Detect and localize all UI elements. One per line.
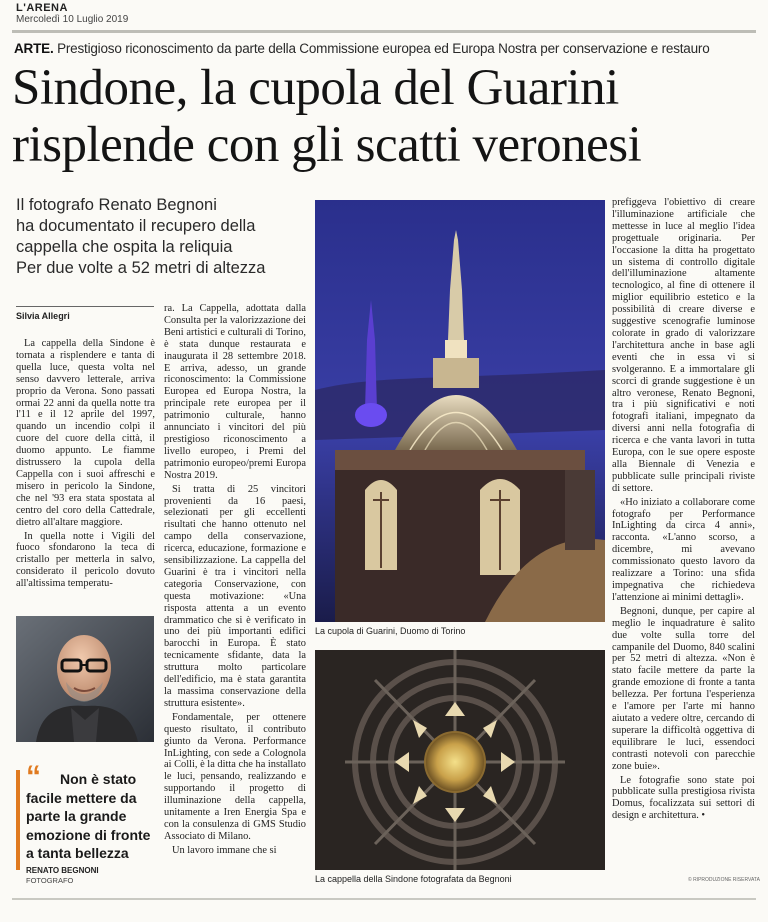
dome-image bbox=[315, 200, 605, 622]
subheadline-line: ha documentato il recupero della bbox=[16, 217, 256, 235]
subheadline-line: cappella che ospita la reliquia bbox=[16, 238, 233, 256]
headline-line-2: risplende con gli scatti veronesi bbox=[12, 117, 642, 173]
header-rule bbox=[12, 30, 756, 33]
paragraph: Le fotografie sono state poi pubblicate sulla prestigiosa rivista Domus, focalizzata sui settori di design e architettura. • bbox=[612, 774, 755, 822]
subheadline bbox=[16, 195, 306, 279]
kicker-text: Prestigioso riconoscimento da parte della Commissione europea ed Europa Nostra per conservazione e restauro bbox=[53, 41, 710, 56]
photo-caption-2: La cappella della Sindone fotografata da Begnoni bbox=[315, 874, 512, 884]
footer-rule bbox=[12, 898, 756, 900]
paragraph: «Ho iniziato a collaborare come fotografo per Performance InLighting da circa 4 anni», racconta. «L'anno scorso, a dicembre, mi avevano commissionato questo lavoro da realizzare a Torino: una sfida impegnativa che richiedeva l'attenzione ai minimi dettagli». bbox=[612, 496, 755, 603]
masthead-title: L'ARENA bbox=[16, 2, 68, 14]
headline bbox=[12, 60, 757, 174]
byline-rule bbox=[16, 306, 154, 307]
pullquote-author: RENATO BEGNONI bbox=[26, 866, 99, 875]
photo-cupola-interior bbox=[315, 650, 605, 870]
quote-mark-icon: “ bbox=[26, 760, 41, 793]
paragraph: In quella notte i Vigili del fuoco sfondarono la teca di cristallo per metterla in salvo, considerato il pericolo dovuto all'altissima temperatu- bbox=[16, 530, 155, 590]
paragraph: Fondamentale, per ottenere questo risultato, il contributo giunto da Verona. Performance InLighting, con sede a Colognola ai Colli, è la ditta che ha installato le luci, pensando, realizzando e supportando il progetto di illuminazione della cappella, unitamente a Iren Energia Spa e con la consulenza di GMS Studio Associato di Milano. bbox=[164, 711, 306, 842]
photo-caption-1: La cupola di Guarini, Duomo di Torino bbox=[315, 626, 466, 636]
paragraph: Begnoni, dunque, per capire al meglio le inquadrature è salito due volte sulla torre del campanile del Duomo, 840 scalini per 52 metri di altezza. «Non è stato facile mettere da parte la grande emozione di fronte a tanta bellezza. Per fortuna l'esperienza e l'amore per l'arte mi hanno aiutato a vedere oltre, cercando di superare la difficoltà oggettiva di equilibrare le luci, essendoci contrasti notevoli con parecchie zone buie». bbox=[612, 605, 755, 772]
paragraph: La cappella della Sindone è tornata a risplendere e tanta di quella luce, questa volta nel senso davvero letterale, arriva proprio da Verona. Sono passati ormai 22 anni da quella notte tra l'11 e il 12 aprile del 1997, quando un incendio colpì il cuore del cuore della città, il duomo appunto. Le fiamme distrussero la cupola della Cappella con i suoi affreschi e misero in pericolo la Sindone, che nel '93 era stata spostata al centro del coro della Cattedrale, dietro all'altare maggiore. bbox=[16, 338, 155, 528]
issue-date: Mercoledì 10 Luglio 2019 bbox=[16, 14, 129, 25]
subheadline-line: Per due volte a 52 metri di altezza bbox=[16, 259, 266, 277]
pullquote-role: FOTOGRAFO bbox=[26, 876, 74, 885]
cupola-image bbox=[315, 650, 605, 870]
portrait-image bbox=[16, 616, 154, 742]
article-column-1 bbox=[16, 338, 155, 610]
paragraph: Si tratta di 25 vincitori provenienti da 16 paesi, selezionati per gli eccellenti risultati che hanno ottenuto nel campo della conservazione, ricerca, educazione, formazione e sensibilizzazione. La cappella del Guarini è tra i vincitori nella categoria Conservazione, con questa motivazione: «Una risposta attenta a un evento drammatico che si è verificato in uno dei più importanti edifici barocchi in Europa. È stato tecnicamente sfidante, data la struttura molto particolare dell'edificio, ma è stata garantita la massima conservazione della struttura esistente». bbox=[164, 483, 306, 709]
pullquote-text: Non è stato facile mettere da parte la grande emozione di fronte a tanta bellezza bbox=[26, 771, 151, 861]
kicker bbox=[14, 41, 759, 56]
photographer-portrait bbox=[16, 616, 154, 742]
article-column-3 bbox=[612, 197, 755, 882]
kicker-label: ARTE. bbox=[14, 41, 54, 56]
paragraph: Un lavoro immane che si bbox=[172, 844, 277, 856]
article-column-2 bbox=[164, 303, 306, 889]
paragraph: ra. La Cappella, adottata dalla Consulta per la valorizzazione dei Beni artistici e culturali di Torino, è stata dunque restaurata e inaugurata il 28 settembre 2018. E arriva, adesso, un grande riconoscimento: la Commissione Europea ed Europa Nostra, la principale rete europea per il patrimonio culturale, hanno annunciato i vincitori del più prestigioso riconoscimento a livello europeo, i Premi del patrimonio europeo/premi Europa Nostra 2019. bbox=[164, 303, 306, 481]
photo-dome-night bbox=[315, 200, 605, 622]
copyright-credit: © RIPRODUZIONE RISERVATA bbox=[688, 877, 760, 883]
subheadline-line: Il fotografo Renato Begnoni bbox=[16, 196, 217, 214]
paragraph: prefiggeva l'obiettivo di creare l'illuminazione artificiale che mettesse in luce al meglio l'idea progettuale originaria. Per l'occasione la ditta ha progettato un sistema di controllo digitale dell'illuminazione altamente tecnologico, al fine di ottenere il miglior equilibrio estetico e la possibilità di creare diverse e suggestive scenografie luminose colorate in grado di valorizzare l'architettura anche in base agli eventi che in essa vi si svolgeranno. E a immortalare gli scorci di grande suggestione è un altro veronese, Renato Begnoni, tra i più significativi e noti fotografi italiani, impegnato da diversi anni nella fotografia di ricerca e che vanta lavori in tutta Europa, con le sue opere esposte alla Biennale di Venezia e pubblicate sulle principali riviste di settore. bbox=[612, 197, 755, 494]
quote-accent-bar bbox=[16, 770, 20, 870]
headline-line-1: Sindone, la cupola del Guarini bbox=[12, 60, 619, 116]
byline: Silvia Allegri bbox=[16, 311, 70, 321]
